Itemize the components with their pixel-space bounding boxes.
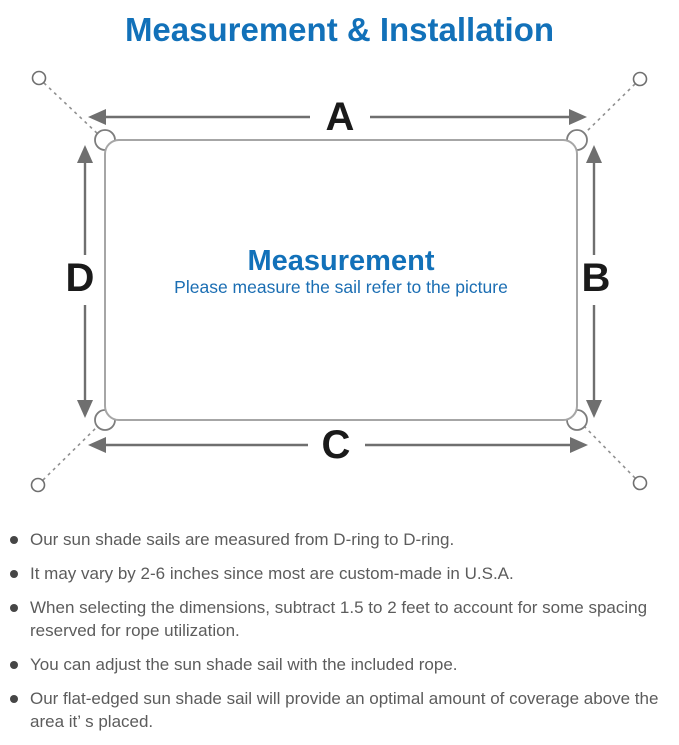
bullet-dot-icon <box>10 604 18 612</box>
measurement-diagram <box>0 60 679 500</box>
arrow-c-head-left <box>88 437 106 453</box>
arrow-a-head-left <box>88 109 106 125</box>
center-subtitle: Please measure the sail refer to the picture <box>174 277 508 297</box>
bullet-dot-icon <box>10 695 18 703</box>
dimension-label-a: A <box>325 95 355 139</box>
note-text: It may vary by 2-6 inches since most are custom-made in U.S.A. <box>30 564 514 583</box>
arrow-b-head-bottom <box>586 400 602 418</box>
anchor-ring-top-left <box>33 72 46 85</box>
center-heading: Measurement <box>247 245 435 277</box>
note-text: You can adjust the sun shade sail with the included rope. <box>30 655 458 674</box>
arrow-b-head-top <box>586 145 602 163</box>
measurement-notes-list <box>0 528 679 733</box>
arrow-d-head-top <box>77 145 93 163</box>
dimension-label-b: B <box>581 256 611 300</box>
note-text: Our sun shade sails are measured from D-ring to D-ring. <box>30 530 455 549</box>
list-item <box>0 687 671 733</box>
anchor-ring-bottom-left <box>32 479 45 492</box>
rope-bottom-right <box>582 424 635 478</box>
bullet-dot-icon <box>10 570 18 578</box>
bullet-dot-icon <box>10 536 18 544</box>
rope-top-left <box>44 83 100 136</box>
anchor-ring-bottom-right <box>634 477 647 490</box>
sail-diagram-svg <box>0 60 679 500</box>
bullet-dot-icon <box>10 661 18 669</box>
rope-bottom-left <box>43 424 100 480</box>
list-item <box>0 653 671 676</box>
arrow-d-head-bottom <box>77 400 93 418</box>
arrow-a-head-right <box>569 109 587 125</box>
dimension-label-d: D <box>65 256 95 300</box>
note-text: When selecting the dimensions, subtract 1.5 to 2 feet to account for some spacing reserved for rope utilization. <box>30 598 648 640</box>
arrow-c-head-right <box>570 437 588 453</box>
rope-top-right <box>582 84 635 136</box>
dimension-label-c: C <box>321 423 351 467</box>
list-item <box>0 562 671 585</box>
anchor-ring-top-right <box>634 73 647 86</box>
page-title: Measurement & Installation <box>124 11 555 48</box>
note-text: Our flat-edged sun shade sail will provide an optimal amount of coverage above the area it’ s placed. <box>30 689 659 731</box>
list-item <box>0 596 671 642</box>
list-item <box>0 528 671 551</box>
